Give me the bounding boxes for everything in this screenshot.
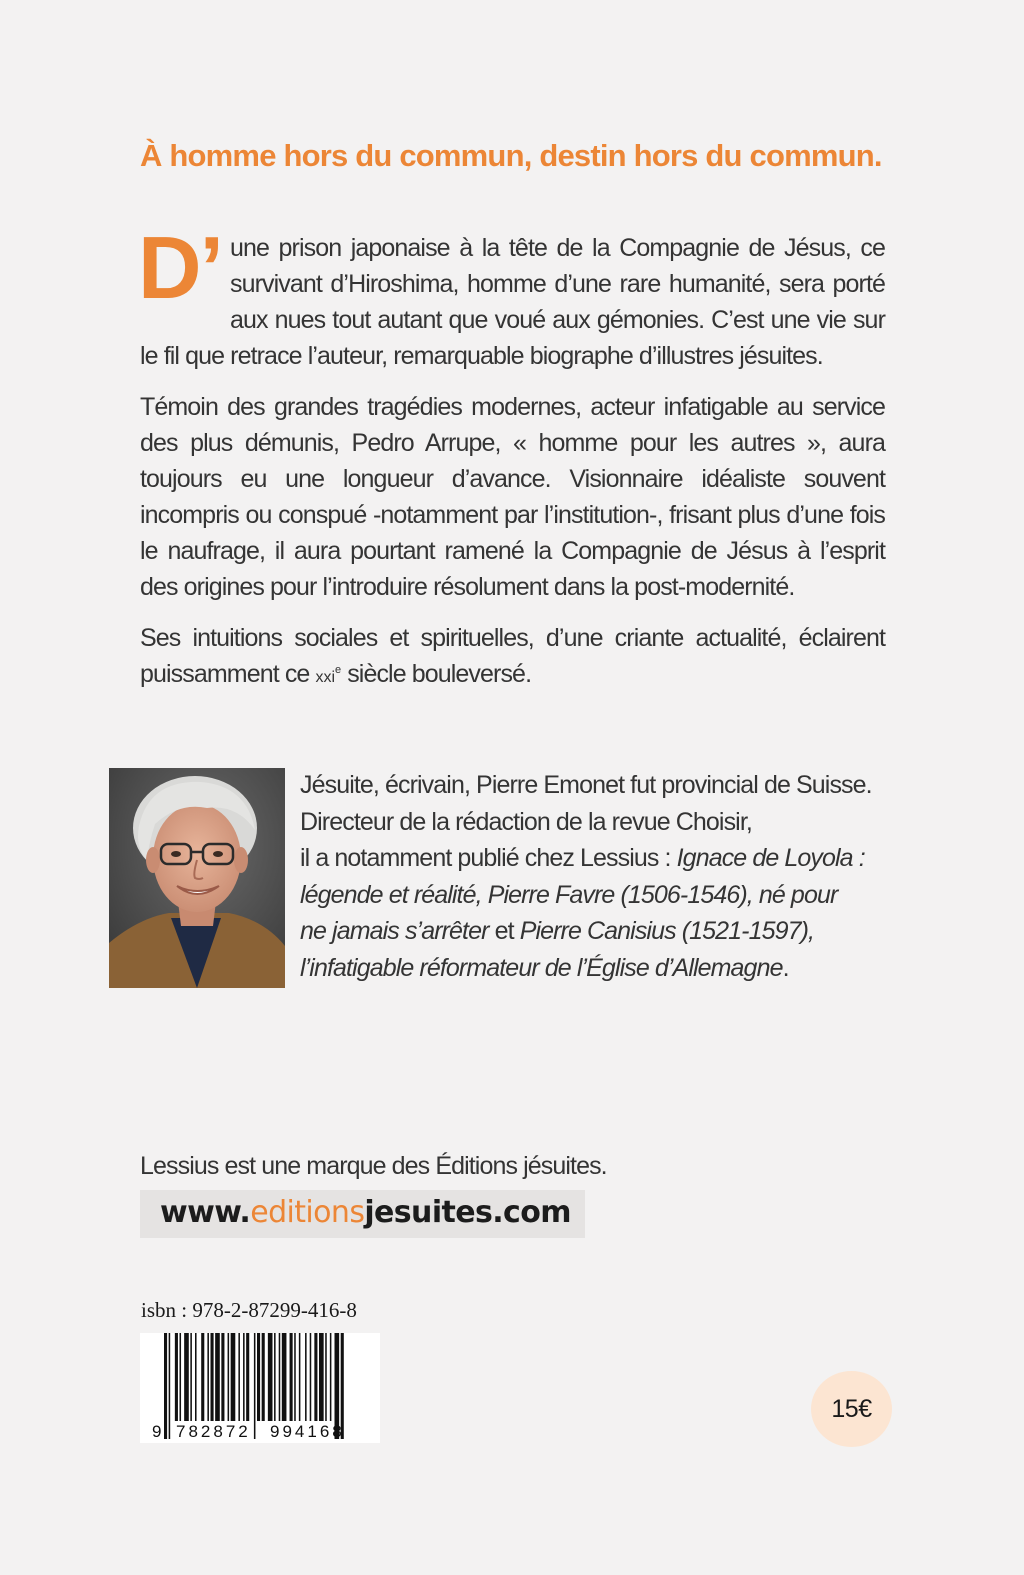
author-bio [300,767,900,986]
barcode-bar [184,1333,189,1421]
website-suffix: jesuites.com [364,1195,571,1230]
barcode-bar [310,1333,312,1421]
website-box [140,1190,585,1238]
barcode-image [140,1333,380,1443]
barcode-bar [314,1333,317,1421]
price-badge [811,1371,892,1447]
barcode-bar [221,1333,224,1421]
book-title: Pierre Canisius (1521-1597), [519,917,815,945]
barcode-bar [243,1333,245,1421]
barcode-bar [228,1333,230,1421]
author-bio-text: . [782,953,789,982]
barcode-digit-group: 9 [152,1422,162,1441]
book-title: légende et réalité, Pierre Favre (1506-1546), né pour [300,880,838,909]
paragraph-3 [140,620,885,696]
book-title: Ignace de Loyola : [676,844,865,872]
author-photo [109,768,285,988]
intro-paragraph [138,218,885,374]
barcode-bar [294,1333,296,1421]
barcode-bar [274,1333,276,1421]
century-roman: xxi [315,669,336,686]
barcode-bar [169,1333,171,1439]
barcode-bar [231,1333,236,1421]
paragraph-2: Témoin des grandes tragédies modernes, acteur infatigable au service des plus démunis, Pedro Arrupe, « homme pour les autres », aura toujours eu une longueur d’avance. Visionnaire idéaliste souvent incompris ou conspué -notamment par l’institution-, frisant plus d’une fois le naufrage, il aura pourtant ramené la Compagnie de Jésus à l’esprit des origines pour l’introduire résolument dans la post-modernité. [140,393,885,601]
barcode-bar [262,1333,265,1421]
paragraph-3-text-b: siècle bouleversé. [341,660,532,688]
author-bio-line: Directeur de la rédaction de la revue Choisir, [300,807,752,836]
author-bio-line [300,840,900,877]
author-bio-line [300,913,900,950]
century-numeral [315,664,342,686]
website-middle: editions [250,1195,365,1230]
barcode-bar [180,1333,182,1421]
century-superscript: e [335,664,342,676]
barcode-bar [299,1333,301,1421]
author-portrait-illustration [109,768,285,988]
barcode-bar [211,1333,214,1421]
barcode-bar [325,1333,327,1421]
book-title: l’infatigable réformateur de l’Église d’Allemagne [300,953,783,982]
barcode-bar [279,1333,281,1421]
barcode-bar [330,1333,332,1421]
barcode-bar [268,1333,273,1421]
barcode-bar [246,1333,249,1421]
paragraph-3-text-a: Ses intuitions sociales et spirituelles, d’une criante actualité, éclairent puissamment ce [140,624,885,688]
headline: À homme hors du commun, destin hors du commun. [140,138,882,173]
barcode-bar [190,1333,192,1421]
author-bio-line [300,950,900,987]
website-link[interactable] [160,1195,571,1230]
barcode-bar [254,1333,256,1439]
barcode [140,1333,380,1443]
barcode-bar [207,1333,209,1421]
barcode-bar [257,1333,260,1421]
intro-text: une prison japonaise à la tête de la Compagnie de Jésus, ce survivant d’Hiroshima, homme d’une rare humanité, sera porté aux nues tout autant que voué aux gémonies. C’est une vie sur le fil que retrace l’auteur, remarquable biographe d’illustres jésuites. [140,234,885,370]
barcode-digit-group: 782872 [176,1422,251,1441]
author-bio-text: il a notamment publié chez Lessius : [300,844,677,872]
barcode-bar [215,1333,220,1421]
isbn-label: isbn : 978-2-87299-416-8 [141,1298,357,1322]
barcode-bar [164,1333,167,1439]
author-bio-line [300,877,900,914]
barcode-bar [319,1333,324,1421]
barcode-bar [195,1333,197,1421]
barcode-bar [175,1333,178,1421]
barcode-digit-group: 994168 [270,1422,345,1441]
barcode-bar [290,1333,293,1421]
author-bio-line: Jésuite, écrivain, Pierre Emonet fut provincial de Suisse. [300,771,872,799]
publisher-note: Lessius est une marque des Éditions jésuites. [140,1152,607,1180]
barcode-bar [305,1333,307,1421]
author-bio-text: et [488,917,520,945]
barcode-bar [238,1333,240,1421]
website-prefix: www. [160,1195,251,1230]
barcode-bar [201,1333,204,1421]
book-title: ne jamais s’arrêter [300,917,489,945]
barcode-bar [282,1333,287,1421]
dropcap: D’ [138,218,222,317]
price: 15€ [831,1394,872,1423]
